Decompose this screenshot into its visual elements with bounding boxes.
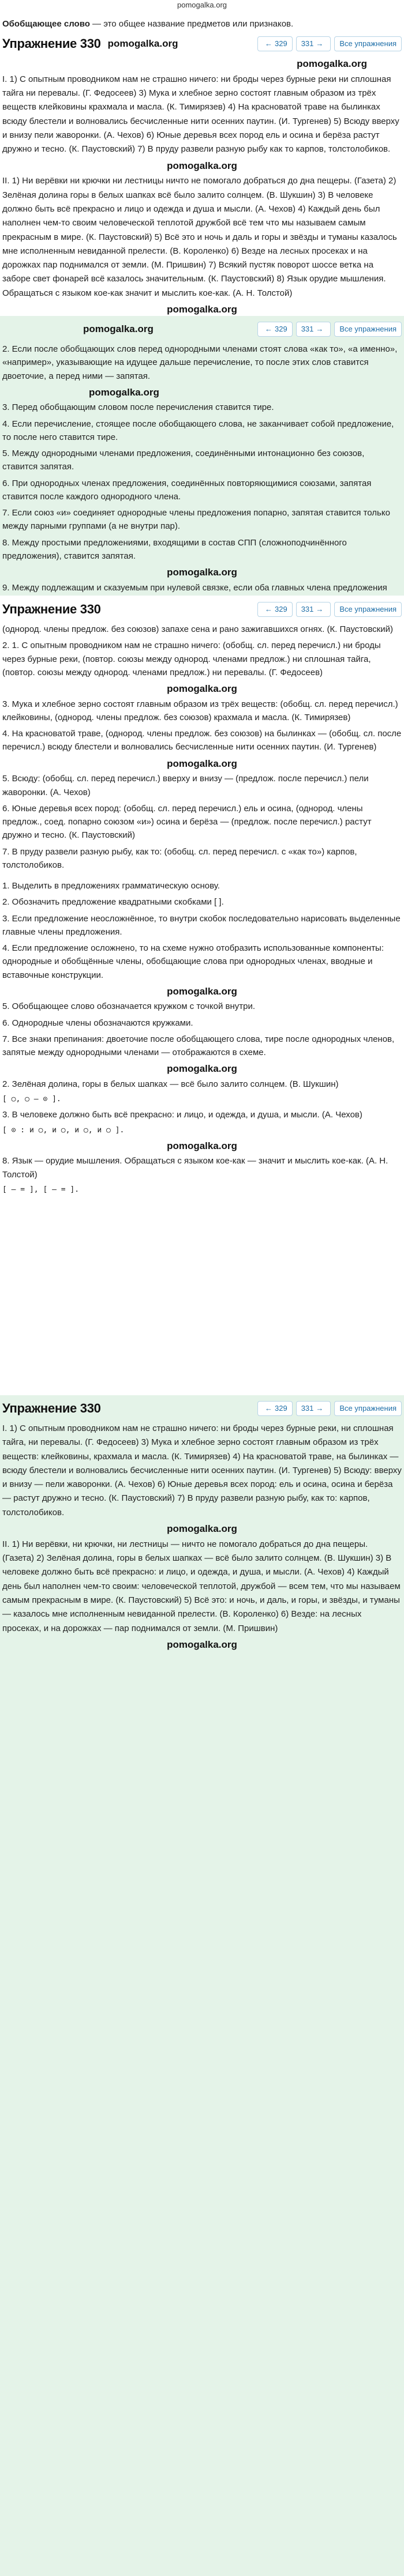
all-exercises-button[interactable]: Все упражнения — [334, 602, 402, 617]
exercise-title: Упражнение 330 — [2, 1401, 101, 1416]
watermark: pomogalka.org — [167, 758, 237, 769]
watermark: pomogalka.org — [83, 323, 154, 334]
next-exercise-button[interactable] — [296, 602, 331, 617]
watermark: pomogalka.org — [167, 567, 237, 578]
section-original-text — [0, 13, 404, 315]
watermark: pomogalka.org — [297, 58, 367, 70]
rule-item: 9. Между подлежащим и сказуемым при нулевой связке, если оба главных члена предложения — [2, 582, 387, 593]
rule-item: 5. Между однородными членами предложения, соединёнными интонационно без союзов, ставится запятая. — [2, 449, 365, 472]
site-brand[interactable]: pomogalka.org — [177, 1, 227, 9]
arrow-right-icon: → — [316, 604, 324, 613]
prev-exercise-button[interactable] — [257, 36, 293, 51]
prev-exercise-label: 329 — [274, 1403, 287, 1413]
corrected-text-part-1: I. 1) С опытным проводником нам не страшно ничего: ни броды через бурные реки, ни сплошная тайга, ни перевалы. (Г. Федосеев) 3) Мука и хлебное зерно состоят главным образом из трёх веществ: клейковины, крахмала и масла. (К. Тимирязев) 4) На красноватой траве, на былинках — всюду блестели и волновались бесчисленные нити осенних паутин. (И. Тургенев) 5) Всюду: вверху и внизу — пели жаворонки. (А. Чехов) 6) Юные деревья всех пород: ель и осина, осина и берёза — растут дружно и тесно. (К. Паустовский) 7) В пруду развели разную рыбу, как то: карпов, толстолобиков. — [2, 1423, 402, 1517]
all-exercises-button[interactable]: Все упражнения — [334, 36, 402, 51]
instruction-item: 5. Обобщающее слово обозначается кружком с точкой внутри. — [2, 1001, 255, 1012]
section-analysis — [0, 596, 404, 1395]
prev-exercise-button[interactable] — [257, 602, 293, 617]
definition — [2, 17, 402, 31]
arrow-left-icon: ← — [264, 604, 272, 613]
analysis-item: 7. В пруду развели разную рыбу, как то: (обобщ. сл. перед перечисл. с «как то») карпов, толстолобиков. — [2, 846, 357, 870]
instruction-item: 4. Если предложение осложнено, то на схеме нужно отобразить использованные компоненты: однородные и обобщённые члены, обобщающие слова при однородных членах, вводные и вставочные конструкции. — [2, 943, 384, 980]
prev-exercise-label: 329 — [274, 324, 287, 333]
watermark: pomogalka.org — [89, 386, 159, 398]
analysis-item: 2. 1. С опытным проводником нам не страшно ничего: (обобщ. сл. перед перечисл.) ни броды через бурные реки, (повтор. союзы между однород. членами предлож.) ни сплошная тайга, (повтор. союзы между однород. членами предлож.) ни перевалы. (Г. Федосеев) — [2, 641, 381, 677]
arrow-left-icon: ← — [264, 39, 272, 48]
next-exercise-label: 331 — [301, 324, 314, 333]
prev-exercise-button[interactable] — [257, 1401, 293, 1416]
analysis-item: 6. Юные деревья всех пород: (обобщ. сл. перед перечисл.) ель и осина, (однород. члены предлож., соед. попарно союзом «и») осина и берёза — (предлож. после перечисл.) растут дружно и тесно. (К. Паустовский) — [2, 803, 372, 841]
arrow-right-icon: → — [316, 39, 324, 48]
exercise-header — [2, 600, 402, 619]
instruction-item: 2. Обозначить предложение квадратными скобками [ ]. — [2, 897, 224, 907]
exercise-nav — [257, 602, 402, 617]
all-exercises-button[interactable]: Все упражнения — [334, 1401, 402, 1416]
exercise-text-part-1: I. 1) С опытным проводником нам не страшно ничего: ни броды через бурные реки ни сплошная тайга ни перевалы. (Г. Федосеев) 3) Мука и хлебное зерно состоят главным образом из трёх веществ клейковины крахмала и масла. (К. Тимирязев) 4) На красноватой траве на былинках всюду блестели и волновались бесчисленные нити осенних паутин. (И. Тургенев) 5) Всюду вверху и внизу пели жаворонки. (А. Чехов) 6) Юные деревья всех пород ель и осина и берёза растут дружно и тесно. (К. Паустовский) 7) В пруду развели разную рыбу как то карпов, толстолобиков. — [2, 74, 399, 155]
next-exercise-button[interactable] — [296, 36, 331, 51]
analysis-item: (однород. члены предлож. без союзов) запахе сена и рано зажигавшихся огнях. (К. Паустовский) — [2, 624, 393, 634]
next-exercise-label: 331 — [301, 604, 314, 613]
watermark: pomogalka.org — [167, 1523, 237, 1535]
rule-item: 8. Между простыми предложениями, входящими в состав СПП (сложноподчинённого предложения), ставится запятая. — [2, 537, 347, 561]
watermark: pomogalka.org — [107, 37, 178, 49]
sentence-scheme: [ ○, ○ — ⊙ ]. — [2, 1095, 61, 1104]
next-exercise-button[interactable] — [296, 322, 331, 337]
rule-item: 6. При однородных членах предложения, соединённых повторяющимися союзами, запятая ставится после каждого однородного члена. — [2, 478, 372, 502]
corrected-text-part-2: II. 1) Ни верёвки, ни крючки, ни лестницы — ничто не помогало добраться до дна пещеры. (Газета) 2) Зелёная долина, горы в белых шапках — всё было залито солнцем. (В. Шукшин) 3) В человеке должно быть всё прекрасно: и лицо, и одежда, и душа, и мысли. (А. Чехов) 4) Каждый день был наполнен чем-то своим: человеческой теплотой, дружбой — всем тем, что мы называем самым прекрасным в мире. (К. Паустовский) 5) Всё это: и ночь, и даль, и горы, и звёзды, и туманы — казалось мне исполненным невиданной прелести. (В. Короленко) 6) Везде: на лесных просеках, и на дорожках — пар поднимался от земли. (М. Пришвин) — [2, 1539, 401, 1633]
instruction-item: 1. Выделить в предложениях грамматическую основу. — [2, 881, 220, 891]
scheme-sentence: 8. Язык — орудие мышления. Обращаться с языком кое-как — значит и мыслить кое-как. (А. Н. Толстой) — [2, 1156, 388, 1180]
analysis-item: 3. Мука и хлебное зерно состоят главным образом из трёх веществ: (обобщ. сл. перед перечисл.) клейковины, (однород. члены предлож. без союзов) крахмала и масла. (К. Тимирязев) — [2, 699, 398, 722]
arrow-right-icon: → — [316, 1403, 324, 1413]
sentence-scheme: [ — = ], [ — = ]. — [2, 1185, 80, 1194]
next-exercise-label: 331 — [301, 1403, 314, 1413]
section-punctuation-rules — [0, 316, 404, 596]
all-exercises-button[interactable]: Все упражнения — [334, 322, 402, 337]
rule-item: 2. Если после обобщающих слов перед однородными членами стоят слова «как то», «а именно», «например», указывающие на идущее дальше перечисление, то после этих слов ставится двоеточие, а перед ними — запятая. — [2, 344, 398, 381]
prev-exercise-label: 329 — [274, 604, 287, 613]
next-exercise-button[interactable] — [296, 1401, 331, 1416]
arrow-left-icon: ← — [264, 1403, 272, 1413]
watermark: pomogalka.org — [167, 1063, 237, 1075]
instruction-item: 6. Однородные члены обозначаются кружками. — [2, 1018, 193, 1028]
exercise-text-part-2: II. 1) Ни верёвки ни крючки ни лестницы ничто не помогало добраться до дна пещеры. (Газета) 2) Зелёная долина горы в белых шапках всё было залито солнцем. (В. Шукшин) 3) В человеке должно быть всё прекрасно и лицо и одежда и душа и мысли. (А. Чехов) 4) Каждый день был наполнен чем-то своим человеческой теплотой дружбой всё тем что мы называем самым прекрасным в мире. (К. Паустовский) 5) Всё это и ночь и даль и горы и звёзды и туманы казалось мне исполненным невиданной прелести. (В. Короленко) 6) Везде на лесных просеках и на дорожках пар поднимался от земли. (М. Пришвин) 7) Всякий пустяк поворот шоссе ветка на заборе свет фонарей всё казалось значительным. (К. Паустовский) 8) Язык орудие мышления. Обращаться с языком кое-как значит и мыслить кое-как. (А. Н. Толстой) — [2, 176, 397, 298]
rule-item: 4. Если перечисление, стоящее после обобщающего слова, не заканчивает собой предложение, то после него ставится тире. — [2, 419, 394, 442]
watermark: pomogalka.org — [167, 985, 237, 997]
exercise-title: Упражнение 330 — [2, 36, 101, 51]
arrow-right-icon: → — [316, 324, 324, 333]
scheme-sentence: 2. Зелёная долина, горы в белых шапках — всё было залито солнцем. (В. Шукшин) — [2, 1079, 339, 1090]
analysis-item: 4. На красноватой траве, (однород. члены предлож. без союзов) на былинках — (обобщ. сл. после перечисл.) всюду блестели и волновались бесчисленные нити осенних паутин. (И. Тургенев) — [2, 729, 402, 752]
section-corrected-text — [0, 1395, 404, 2576]
watermark: pomogalka.org — [167, 1140, 237, 1151]
definition-term: Обобщающее слово — [2, 19, 90, 29]
definition-text: — это общее название предметов или признаков. — [89, 19, 294, 29]
exercise-nav — [257, 36, 402, 51]
rule-item: 3. Перед обобщающим словом после перечисления ставится тире. — [2, 402, 274, 413]
prev-exercise-button[interactable] — [257, 322, 293, 337]
next-exercise-label: 331 — [301, 39, 314, 48]
exercise-header — [2, 34, 402, 54]
exercise-nav — [257, 322, 402, 337]
watermark: pomogalka.org — [167, 1639, 237, 1650]
watermark: pomogalka.org — [167, 303, 237, 315]
prev-exercise-label: 329 — [274, 39, 287, 48]
instruction-item: 7. Все знаки препинания: двоеточие после обобщающего слова, тире после однородных членов, запятые между однородными членами — отображаются в схеме. — [2, 1034, 395, 1058]
exercise-header — [2, 1399, 402, 1418]
scheme-sentence: 3. В человеке должно быть всё прекрасно: и лицо, и одежда, и душа, и мысли. (А. Чехов) — [2, 1110, 362, 1120]
arrow-left-icon: ← — [264, 324, 272, 333]
watermark: pomogalka.org — [167, 160, 237, 171]
sentence-scheme: [ ⊙ : и ○, и ○, и ○, и ○ ]. — [2, 1125, 125, 1135]
instruction-item: 3. Если предложение неосложнённое, то внутри скобок последовательно нарисовать выделенные главные члены предложения. — [2, 913, 401, 937]
analysis-item: 5. Всюду: (обобщ. сл. перед перечисл.) вверху и внизу — (предлож. после перечисл.) пели жаворонки. (А. Чехов) — [2, 774, 369, 797]
exercise-header — [2, 319, 402, 339]
watermark: pomogalka.org — [167, 683, 237, 694]
exercise-nav — [257, 1401, 402, 1416]
exercise-title: Упражнение 330 — [2, 602, 101, 617]
rule-item: 7. Если союз «и» соединяет однородные члены предложения попарно, запятая ставится только между парными группами (а не внутри пар). — [2, 508, 390, 532]
